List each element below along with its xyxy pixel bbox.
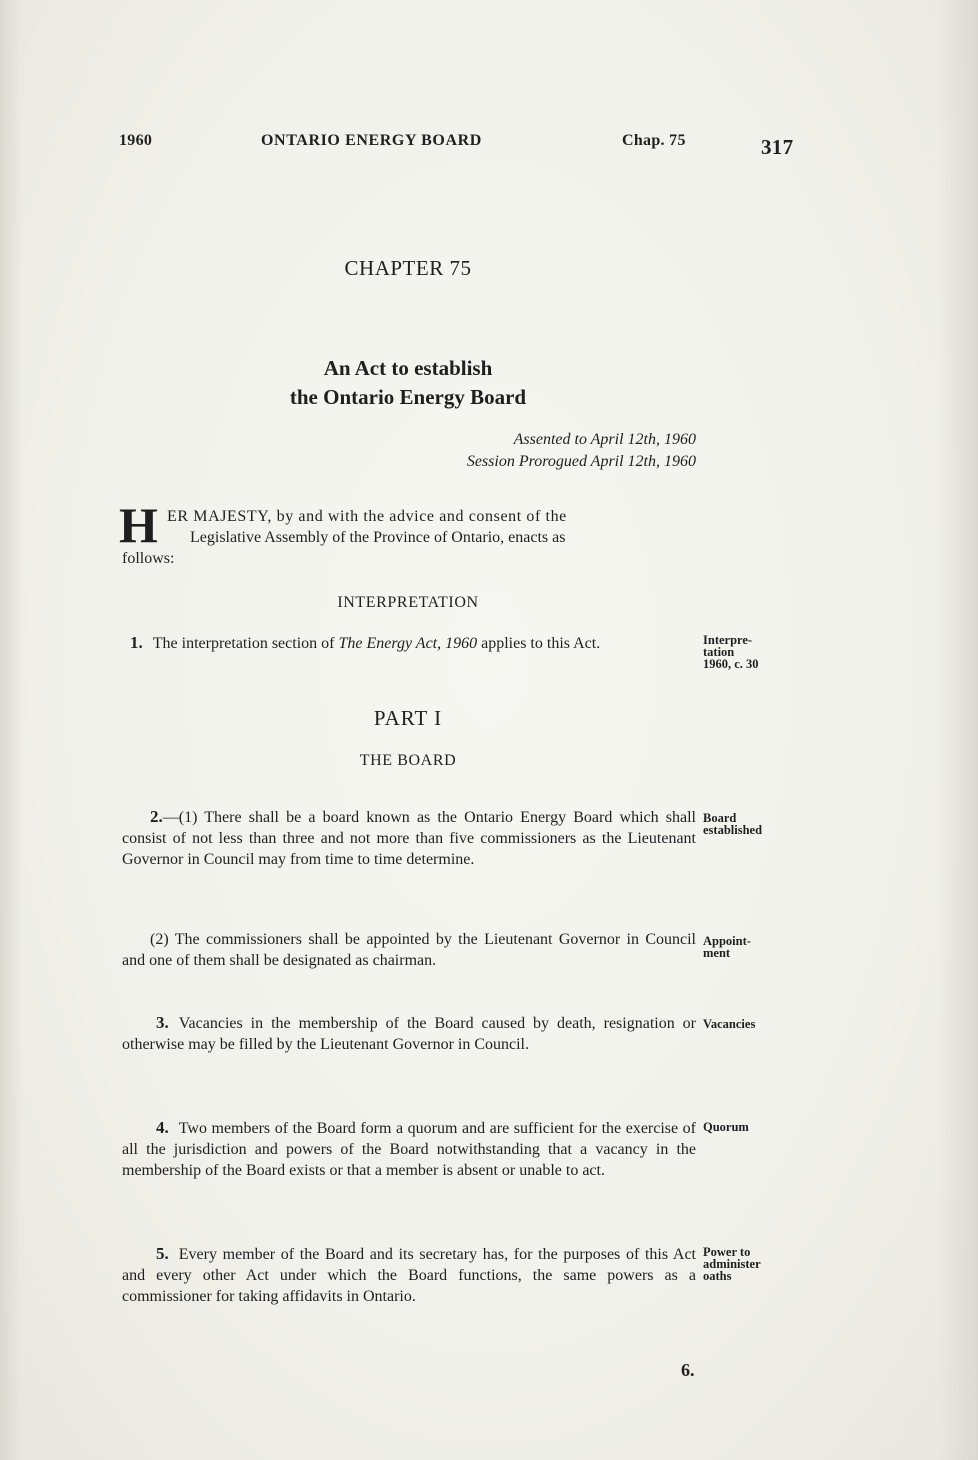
marginal-note-line: Power to (703, 1245, 751, 1259)
marginal-note-interpretation (703, 634, 793, 670)
section-1-act-reference: The Energy Act, 1960 (338, 635, 478, 652)
section-4-text: Two members of the Board form a quorum and are sufficient for the exercise of all the jurisdiction and powers of the Board notwithstanding that a vacancy in the membership of the Board exists or that a member is absent or unable to act. (122, 1120, 696, 1179)
section-4-number: 4. (156, 1118, 169, 1137)
header-chapter: Chap. 75 (622, 132, 686, 149)
marginal-note-line: Interpre- (703, 633, 753, 647)
section-2-1-text: —(1) There shall be a board known as the Ontario Energy Board which shall consist of not less than three and not more than five commissioners as the Lieutenant Governor in Council may from time to time determine. (122, 809, 696, 868)
section-3 (122, 1012, 696, 1055)
header-year: 1960 (119, 132, 153, 149)
section-3-text: Vacancies in the membership of the Board caused by death, resignation or otherwise may be filled by the Lieutenant Governor in Council. (122, 1015, 696, 1053)
section-5-text: Every member of the Board and its secretary has, for the purposes of this Act and every other Act under which the Board functions, the same powers as a commissioner for taking affidavits in Ontario. (122, 1246, 696, 1305)
act-title (120, 354, 696, 412)
heading-part: PART I (373, 706, 443, 730)
header-title: ONTARIO ENERGY BOARD (261, 132, 482, 149)
chapter-heading: CHAPTER 75 (344, 256, 472, 280)
act-title-line-2: the Ontario Energy Board (289, 385, 527, 409)
section-3-number: 3. (156, 1013, 169, 1032)
assent-date: Assented to April 12th, 1960 (513, 431, 696, 448)
marginal-note-line: oaths (703, 1269, 732, 1283)
page-edge-shadow-left (0, 0, 22, 1460)
heading-interpretation: INTERPRETATION (337, 594, 479, 611)
preamble-dropcap: H (119, 497, 158, 553)
marginal-note-line: established (703, 823, 763, 837)
page-edge-shadow-right (938, 0, 978, 1460)
marginal-note-board-established (703, 812, 793, 836)
section-2-number: 2. (150, 807, 163, 826)
marginal-note-line: ment (703, 946, 731, 960)
marginal-note-power-to-administer-oaths (703, 1246, 793, 1282)
section-2-2 (122, 929, 696, 971)
marginal-note-line: administer (703, 1257, 761, 1271)
section-5 (122, 1243, 696, 1307)
preamble-line-3: follows: (122, 550, 175, 567)
act-title-line-1: An Act to establish (323, 356, 493, 380)
prorogued-date: Session Prorogued April 12th, 1960 (466, 453, 696, 470)
section-1 (122, 632, 696, 654)
marginal-note-line: Appoint- (703, 934, 751, 948)
section-5-number: 5. (156, 1244, 169, 1263)
marginal-note-line: Vacancies (703, 1017, 756, 1031)
preamble (122, 506, 696, 569)
marginal-note-vacancies (703, 1018, 793, 1030)
section-1-text-a: The interpretation section of (152, 635, 339, 652)
marginal-note-line: tation (703, 645, 735, 659)
marginal-note-line: 1960, c. 30 (703, 657, 759, 671)
preamble-line-1: ER MAJESTY, by and with the advice and consent of the (167, 508, 567, 525)
marginal-note-line: Quorum (703, 1120, 749, 1134)
marginal-note-quorum (703, 1121, 793, 1133)
section-2-1 (122, 806, 696, 870)
marginal-note-appointment (703, 935, 793, 959)
preamble-line-2: Legislative Assembly of the Province of Ontario, enacts as (190, 529, 566, 546)
page-number: 317 (761, 135, 794, 159)
section-4 (122, 1117, 696, 1181)
section-1-number: 1. (130, 633, 143, 652)
section-2-2-text: (2) The commissioners shall be appointed by the Lieutenant Governor in Council and one of them shall be designated as chairman. (122, 931, 696, 969)
catchword: 6. (681, 1360, 695, 1380)
heading-board: THE BOARD (359, 752, 457, 769)
section-1-text-b: applies to this Act. (477, 635, 601, 652)
marginal-note-line: Board (703, 811, 737, 825)
